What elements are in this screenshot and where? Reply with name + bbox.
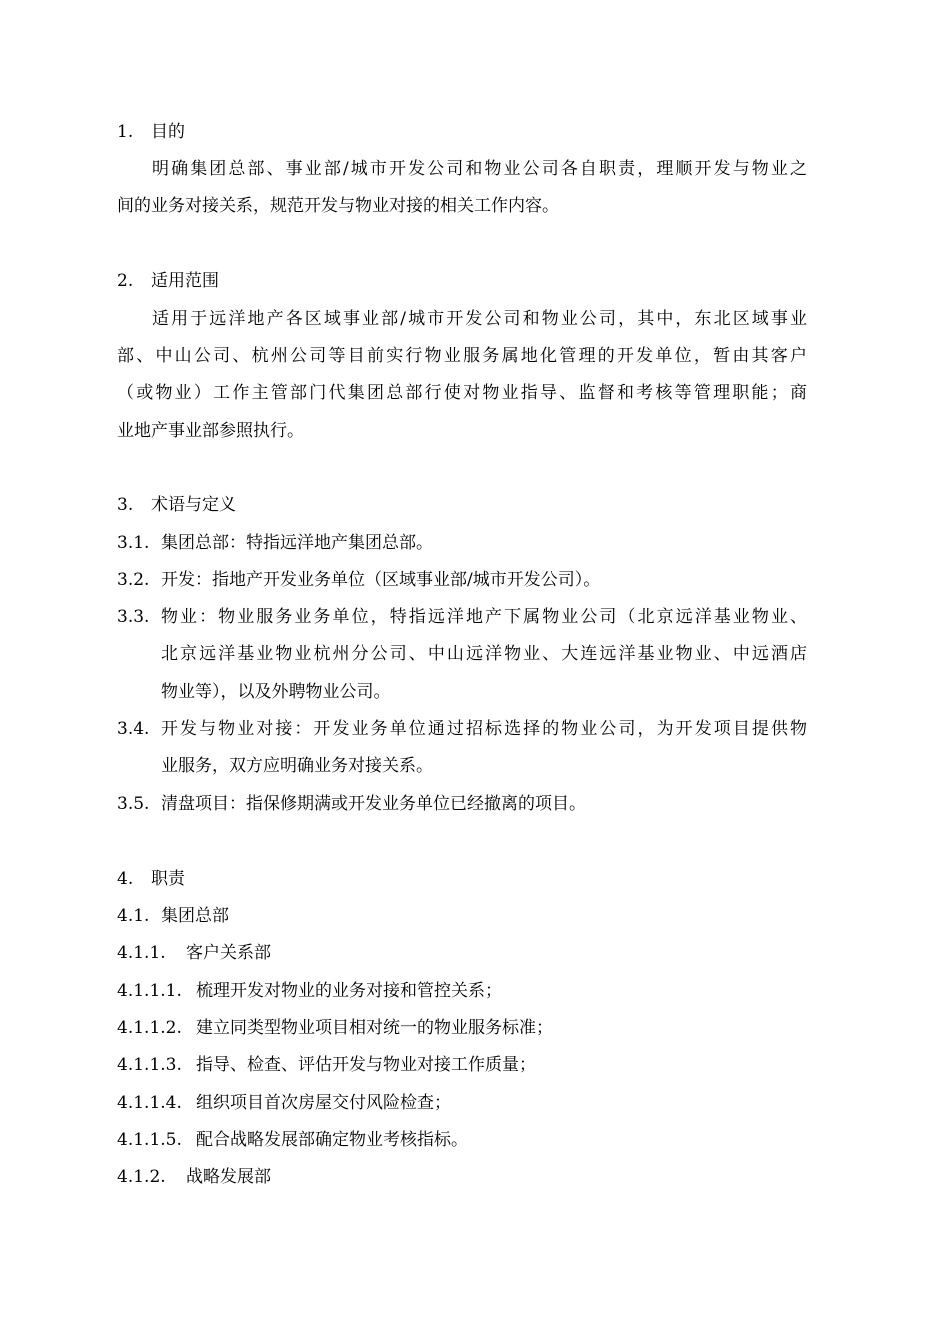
subsection-4-1-2 [117, 1166, 271, 1188]
section-1-title: 目的 [151, 122, 185, 142]
term-3-2-number: 3.2. [117, 570, 150, 590]
duty-4-1-1-2 [117, 1017, 553, 1039]
section-2-title: 适用范围 [151, 271, 219, 291]
duty-4-1-1-5-number: 4.1.1.5. [117, 1130, 182, 1150]
subsection-4-1-1 [117, 942, 271, 964]
section-2-paragraph-line-2: 部、中山公司、杭州公司等目前实行物业服务属地化管理的开发单位，暂由其客户 [117, 346, 807, 366]
subsection-4-1-2-title: 战略发展部 [186, 1167, 271, 1187]
term-3-5-text: 清盘项目：指保修期满或开发业务单位已经撤离的项目。 [161, 794, 586, 814]
duty-4-1-1-2-text: 建立同类型物业项目相对统一的物业服务标准； [196, 1018, 553, 1038]
term-3-1-number: 3.1. [117, 533, 150, 553]
term-3-2-text: 开发：指地产开发业务单位（区域事业部/城市开发公司）。 [161, 570, 601, 590]
term-3-5 [117, 793, 586, 815]
duty-4-1-1-5-text: 配合战略发展部确定物业考核指标。 [196, 1130, 468, 1150]
term-3-3-text-line-1: 物业：物业服务业务单位，特指远洋地产下属物业公司（北京远洋基业物业、 [161, 607, 807, 627]
term-3-2 [117, 569, 600, 591]
section-2-number: 2. [117, 271, 134, 291]
duty-4-1-1-3 [117, 1054, 536, 1076]
term-3-3 [117, 606, 807, 628]
duty-4-1-1-1 [117, 980, 502, 1002]
term-3-4-text-line-2: 业服务，双方应明确业务对接关系。 [161, 756, 433, 776]
duty-4-1-1-4 [117, 1092, 451, 1114]
section-3-number: 3. [117, 495, 134, 515]
section-4-number: 4. [117, 869, 134, 889]
term-3-4-number: 3.4. [117, 719, 150, 739]
duty-4-1-1-3-number: 4.1.1.3. [117, 1055, 182, 1075]
subsection-4-1-2-number: 4.1.2. [117, 1167, 166, 1187]
term-3-1 [117, 532, 433, 554]
duty-4-1-1-3-text: 指导、检查、评估开发与物业对接工作质量； [196, 1055, 536, 1075]
term-3-3-text-line-3: 物业等），以及外聘物业公司。 [161, 682, 391, 702]
term-3-1-text: 集团总部：特指远洋地产集团总部。 [161, 533, 433, 553]
section-3-heading [117, 494, 236, 516]
section-2-heading [117, 270, 219, 292]
section-1-paragraph-line-1: 明确集团总部、事业部/城市开发公司和物业公司各自职责，理顺开发与物业之 [152, 159, 807, 179]
duty-4-1-1-2-number: 4.1.1.2. [117, 1018, 182, 1038]
subsection-4-1-title: 集团总部 [161, 906, 229, 926]
term-3-4 [117, 718, 807, 740]
term-3-3-number: 3.3. [117, 607, 150, 627]
section-4-title: 职责 [151, 869, 185, 889]
section-3-title: 术语与定义 [151, 495, 236, 515]
duty-4-1-1-1-text: 梳理开发对物业的业务对接和管控关系； [196, 981, 502, 1001]
term-3-4-text-line-1: 开发与物业对接：开发业务单位通过招标选择的物业公司，为开发项目提供物 [161, 719, 807, 739]
subsection-4-1 [117, 905, 229, 927]
term-3-5-number: 3.5. [117, 794, 150, 814]
section-4-heading [117, 868, 185, 890]
section-1-paragraph-line-2: 间的业务对接关系，规范开发与物业对接的相关工作内容。 [117, 196, 559, 216]
subsection-4-1-number: 4.1. [117, 906, 150, 926]
term-3-3-text-line-2: 北京远洋基业物业杭州分公司、中山远洋物业、大连远洋基业物业、中远酒店 [161, 644, 807, 664]
section-2-paragraph-line-3: （或物业）工作主管部门代集团总部行使对物业指导、监督和考核等管理职能；商 [117, 383, 807, 403]
section-1-number: 1. [117, 122, 134, 142]
duty-4-1-1-4-number: 4.1.1.4. [117, 1093, 182, 1113]
section-2-paragraph-line-1: 适用于远洋地产各区域事业部/城市开发公司和物业公司，其中，东北区域事业 [152, 309, 807, 329]
section-2-paragraph-line-4: 业地产事业部参照执行。 [117, 421, 304, 441]
duty-4-1-1-4-text: 组织项目首次房屋交付风险检查； [196, 1093, 451, 1113]
section-1-heading [117, 121, 185, 143]
subsection-4-1-1-title: 客户关系部 [186, 943, 271, 963]
duty-4-1-1-1-number: 4.1.1.1. [117, 981, 182, 1001]
subsection-4-1-1-number: 4.1.1. [117, 943, 166, 963]
duty-4-1-1-5 [117, 1129, 468, 1151]
